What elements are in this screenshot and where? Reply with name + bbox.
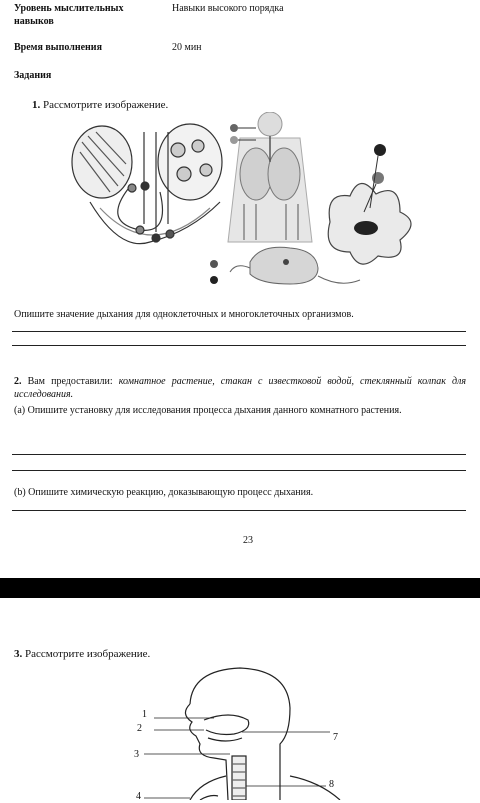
- task2-intro-items: комнатное растение, стакан с известковой водой, стеклянный колпак для исследования.: [14, 376, 467, 400]
- page-number: 23: [243, 535, 253, 546]
- diagram-label: 3: [134, 749, 139, 760]
- cell-exchange-diagram: [72, 124, 222, 244]
- respiratory-system-diagram: [130, 664, 350, 800]
- level-label: Уровень мыслительных навыков: [14, 3, 124, 27]
- task2-part-b: (b) Опишите химическую реакцию, доказывающую процесс дыхания.: [14, 487, 314, 498]
- task2-intro-plain: Вам предоставили:: [27, 376, 119, 387]
- answer-line: [12, 345, 466, 346]
- task2-part-a: (а) Опишите установку для исследования процесса дыхания данного комнатного растения.: [14, 405, 402, 416]
- answer-line: [12, 510, 466, 511]
- time-value: 20 мин: [172, 42, 202, 53]
- worksheet-page-2: [0, 598, 480, 800]
- level-value: Навыки высокого порядка: [172, 3, 284, 14]
- respiration-illustration: [60, 112, 430, 296]
- diagram-label: 2: [137, 723, 142, 734]
- diagram-label: 7: [333, 732, 338, 743]
- task1-prompt-text: Рассмотрите изображение.: [43, 99, 169, 111]
- time-label: Время выполнения: [14, 42, 102, 53]
- task3-number: 3.: [14, 648, 23, 660]
- tasks-heading: Задания: [14, 70, 52, 81]
- task2-number: 2.: [14, 376, 22, 387]
- page-divider: [0, 578, 480, 598]
- task3-prompt: [14, 647, 150, 661]
- amoeba-diagram: [328, 144, 411, 264]
- answer-line: [12, 331, 466, 332]
- answer-line: [12, 470, 466, 471]
- task2-intro: [14, 375, 466, 401]
- task1-number: 1.: [32, 99, 41, 111]
- task1-prompt: [32, 98, 168, 112]
- task3-prompt-text: Рассмотрите изображение.: [25, 648, 151, 660]
- answer-line: [12, 454, 466, 455]
- human-lungs-diagram: [228, 112, 312, 242]
- diagram-label: 4: [136, 791, 141, 802]
- task1-question: Опишите значение дыхания для одноклеточных и многоклеточных организмов.: [14, 309, 354, 320]
- diagram-label: 1: [142, 709, 147, 720]
- rat-diagram: [210, 247, 360, 284]
- diagram-label: 8: [329, 779, 334, 790]
